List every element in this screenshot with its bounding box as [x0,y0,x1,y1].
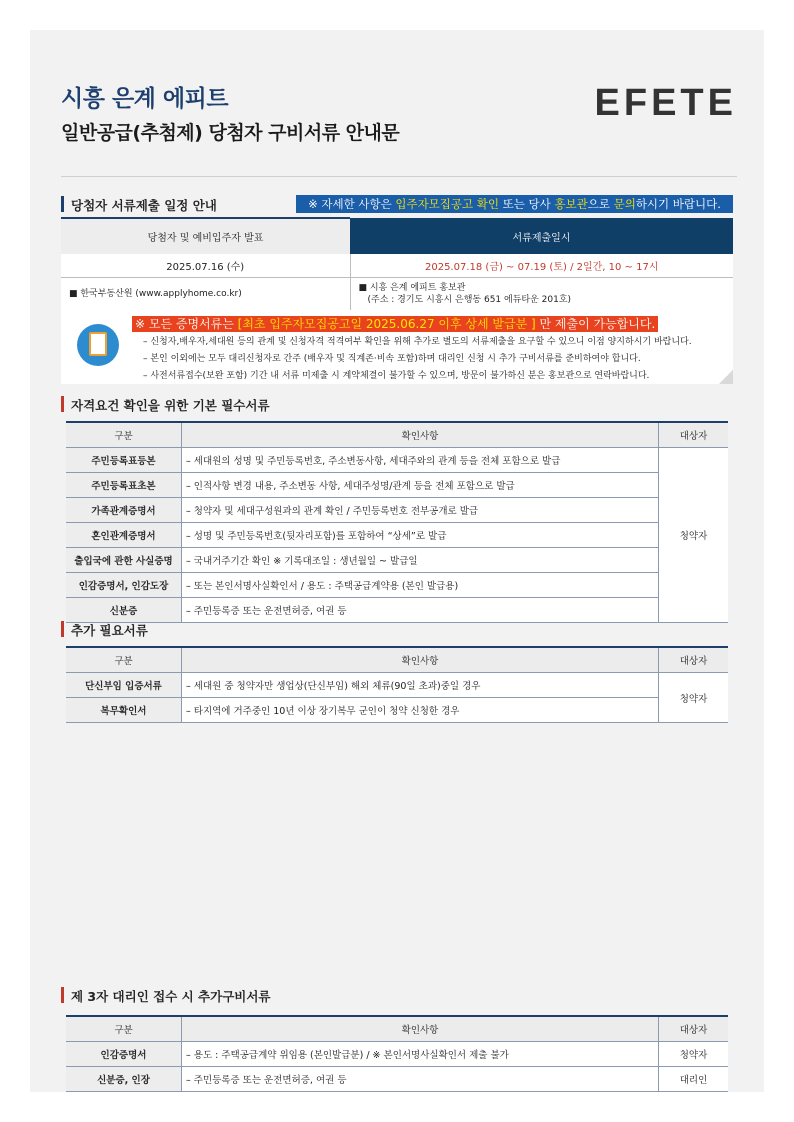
col-header: 대상자 [659,1016,729,1042]
warning-highlight: [최초 입주자모집공고일 2025.06.27 이후 상세 발급분 ] [237,317,536,331]
divider [61,176,737,177]
doc-desc: – 국내거주기간 확인 ※ 기록대조일 : 생년월일 ~ 발급일 [182,548,659,573]
notice-text: 으로 [587,197,614,211]
table-row [66,598,728,623]
doc-target: 대리인 [659,1067,729,1092]
extra-docs-table [66,646,728,723]
doc-name: 주민등록표초본 [66,473,182,498]
brand-logo: EFETE [594,82,737,124]
table-row [66,548,728,573]
table-row [66,498,728,523]
notice-bar [296,195,733,213]
table-row [66,573,728,598]
table-row [66,673,728,698]
schedule-table [61,217,733,311]
doc-name: 신분증 [66,598,182,623]
basic-docs-table [66,421,728,623]
doc-name: 복무확인서 [66,698,182,723]
col-header: 대상자 [659,647,729,673]
doc-name: 출입국에 관한 사실증명 [66,548,182,573]
document-page [30,30,764,1092]
doc-name: 인감증명서 [66,1042,182,1067]
doc-desc: – 주민등록증 또는 운전면허증, 여권 등 [182,598,659,623]
doc-desc: – 인적사항 변경 내용, 주소변동 사항, 세대주성명/관계 등을 전체 포함으로 발급 [182,473,659,498]
doc-desc: – 청약자 및 세대구성원과의 관계 확인 / 주민등록번호 전부공개로 발급 [182,498,659,523]
doc-name: 가족관계증명서 [66,498,182,523]
clipboard-shape [89,332,107,356]
doc-desc: – 성명 및 주민등록번호(뒷자리포함)를 포함하여 “상세”로 발급 [182,523,659,548]
col-header: 구분 [66,647,182,673]
doc-desc: – 또는 본인서명사실확인서 / 용도 : 주택공급계약용 (본인 발급용) [182,573,659,598]
warning-text: 만 제출이 가능합니다. [535,317,656,331]
notice-highlight: 문의 [613,197,636,211]
col-header: 확인사항 [182,647,659,673]
basic-docs-heading: 자격요건 확인을 위한 기본 필수서류 [61,396,270,414]
page-subtitle: 일반공급(추첨제) 당첨자 구비서류 안내문 [61,122,400,144]
doc-target: 청약자 [659,673,729,723]
page-title: 시흥 은계 에피트 [61,86,229,112]
schedule-heading: 당첨자 서류제출 일정 안내 [61,196,217,214]
proxy-docs-heading: 제 3자 대리인 접수 시 추가구비서류 [61,987,271,1005]
doc-name: 혼인관계증명서 [66,523,182,548]
doc-desc: – 세대원의 성명 및 주민등록번호, 주소변동사항, 세대주와의 관계 등을 전체 포함으로 발급 [182,448,659,473]
table-row [66,448,728,473]
extra-docs-heading: 추가 필요서류 [61,621,148,639]
warning-text: ※ 모든 증명서류는 [135,317,238,331]
announce-date: 2025.07.16 (수) [61,254,350,278]
doc-desc: – 타지역에 거주중인 10년 이상 장기복무 군인이 청약 신청한 경우 [182,698,659,723]
doc-desc: – 용도 : 주택공급계약 위임용 (본인발급분) / ※ 본인서명사실확인서 제출 불가 [182,1042,659,1067]
table-row [66,1067,728,1092]
proxy-docs-table [66,1015,728,1092]
schedule-col-announce: 당첨자 및 예비입주자 발표 [61,218,350,254]
notice-text: ※ 자세한 사항은 [308,197,396,211]
table-row [66,1042,728,1067]
submit-site [350,278,733,311]
page-fold [719,370,733,384]
doc-target: 청약자 [659,1042,729,1067]
notice-text: 또는 당사 [499,197,555,211]
notice-highlight: 입주자모집공고 확인 [395,197,499,211]
clipboard-icon [77,324,119,366]
callout-line: – 사전서류접수(보완 포함) 기간 내 서류 미제출 시 계약체결이 불가할 수 있으며, 방문이 불가하신 분은 홍보관으로 연락바랍니다. [143,371,650,381]
submit-site-name: ■ 시흥 은계 에피트 홍보관 [358,283,466,293]
warning-banner [132,316,658,332]
doc-target: 청약자 [659,448,729,623]
notice-highlight: 홍보관 [554,197,588,211]
col-header: 대상자 [659,422,729,448]
col-header: 구분 [66,422,182,448]
submit-site-address: (주소 : 경기도 시흥시 은행동 651 에듀타운 201호) [367,295,572,305]
col-header: 확인사항 [182,422,659,448]
callout-line: – 신청자,배우자,세대원 등의 관계 및 신청자격 적격여부 확인을 위해 추가로 별도의 서류제출을 요구할 수 있으니 이점 양지하시기 바랍니다. [143,337,692,347]
table-row [66,698,728,723]
doc-desc: – 주민등록증 또는 운전면허증, 여권 등 [182,1067,659,1092]
doc-desc: – 세대원 중 청약자만 생업상(단신부임) 해외 체류(90일 초과)중일 경우 [182,673,659,698]
callout-line: – 본인 이외에는 모두 대리신청자로 간주 (배우자 및 직계존·비속 포함)하며 대리인 신청 시 추가 구비서류를 준비하여야 합니다. [143,354,641,364]
doc-name: 주민등록표등본 [66,448,182,473]
col-header: 구분 [66,1016,182,1042]
notice-callout [61,310,733,384]
doc-name: 신분증, 인장 [66,1067,182,1092]
submit-date: 2025.07.18 (금) ~ 07.19 (토) / 2일간, 10 ~ 17시 [350,254,733,278]
table-row [66,523,728,548]
announce-site: ■ 한국부동산원 (www.applyhome.co.kr) [61,278,350,311]
notice-text: 하시기 바랍니다. [635,197,721,211]
col-header: 확인사항 [182,1016,659,1042]
schedule-col-submit: 서류제출일시 [350,218,733,254]
table-row [66,473,728,498]
doc-name: 단신부임 입증서류 [66,673,182,698]
doc-name: 인감증명서, 인감도장 [66,573,182,598]
